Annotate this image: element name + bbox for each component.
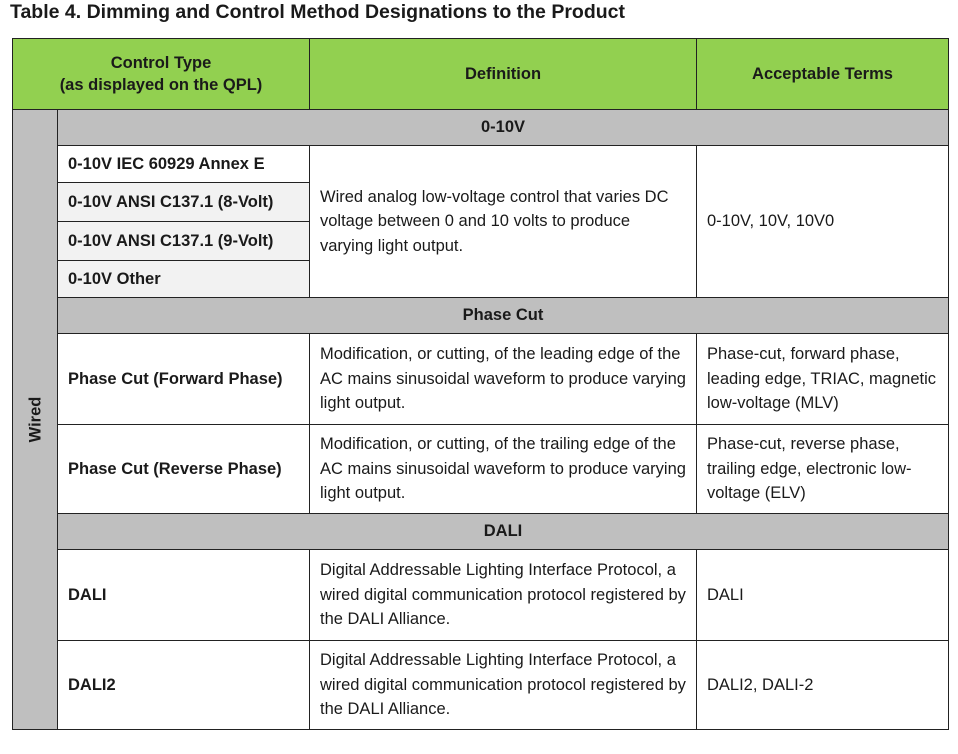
acceptable-terms-cell: Phase-cut, forward phase, leading edge, TRIAC, magnetic low-voltage (MLV) (697, 334, 949, 425)
table-row (13, 641, 949, 730)
header-acceptable-terms: Acceptable Terms (697, 39, 949, 110)
definition-cell: Digital Addressable Lighting Interface Protocol, a wired digital communication protocol registered by the DALI Alliance. (310, 641, 697, 730)
control-type-cell: 0-10V ANSI C137.1 (9-Volt) (58, 222, 310, 261)
acceptable-terms-cell: DALI2, DALI-2 (697, 641, 949, 730)
definition-cell: Modification, or cutting, of the leading edge of the AC mains sinusoidal waveform to produce varying light output. (310, 334, 697, 425)
section-row-0-10v (13, 110, 949, 146)
control-type-cell: Phase Cut (Forward Phase) (58, 334, 310, 425)
section-title-phase-cut: Phase Cut (58, 298, 949, 334)
table-row (13, 146, 949, 183)
section-title-0-10v: 0-10V (58, 110, 949, 146)
group-cell-wired (13, 110, 58, 730)
header-control-type (13, 39, 310, 110)
header-definition: Definition (310, 39, 697, 110)
section-row-dali (13, 514, 949, 550)
dimming-control-table (12, 38, 949, 730)
control-type-cell: 0-10V IEC 60929 Annex E (58, 146, 310, 183)
acceptable-terms-cell: DALI (697, 550, 949, 641)
control-type-cell: DALI2 (58, 641, 310, 730)
control-type-cell: Phase Cut (Reverse Phase) (58, 425, 310, 514)
header-control-type-line1: Control Type (110, 54, 212, 72)
control-type-cell: 0-10V Other (58, 261, 310, 298)
table-row (13, 425, 949, 514)
group-label-wired: Wired (26, 396, 45, 443)
control-type-cell: 0-10V ANSI C137.1 (8-Volt) (58, 183, 310, 222)
header-control-type-line2: (as displayed on the QPL) (59, 76, 263, 94)
definition-cell: Wired analog low-voltage control that varies DC voltage between 0 and 10 volts to produce varying light output. (310, 146, 697, 298)
table-row (13, 334, 949, 425)
acceptable-terms-cell: 0-10V, 10V, 10V0 (697, 146, 949, 298)
header-row (13, 39, 949, 110)
section-title-dali: DALI (58, 514, 949, 550)
section-row-phase-cut (13, 298, 949, 334)
definition-cell: Digital Addressable Lighting Interface Protocol, a wired digital communication protocol registered by the DALI Alliance. (310, 550, 697, 641)
definition-cell: Modification, or cutting, of the trailing edge of the AC mains sinusoidal waveform to produce varying light output. (310, 425, 697, 514)
acceptable-terms-cell: Phase-cut, reverse phase, trailing edge, electronic low-voltage (ELV) (697, 425, 949, 514)
control-type-cell: DALI (58, 550, 310, 641)
table-row (13, 550, 949, 641)
table-caption: Table 4. Dimming and Control Method Designations to the Product (10, 1, 625, 23)
